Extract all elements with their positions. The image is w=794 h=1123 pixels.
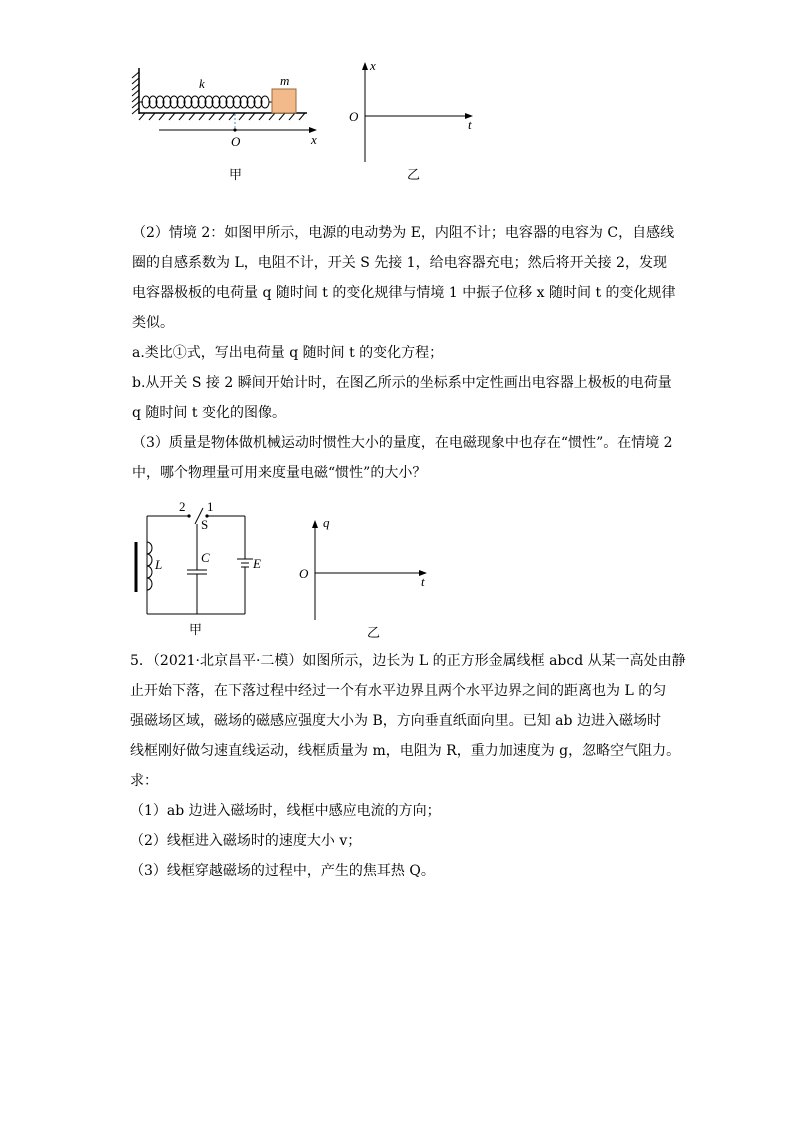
text-line: 圈的自感系数为 L，电阻不计，开关 S 先接 1，给电容器充电；然后将开关接 2，发现 — [132, 255, 667, 271]
spring-oscillator-figure — [125, 58, 505, 188]
text-line: 强磁场区域，磁场的磁感应强度大小为 B，方向垂直纸面向里。已知 ab 边进入磁场时 — [130, 713, 661, 729]
text-line: 电容器极板的电荷量 q 随时间 t 的变化规律与情境 1 中振子位移 x 随时间 t 的变化规律 — [132, 285, 676, 301]
question-3-line: （3）质量是物体做机械运动时惯性大小的量度，在电磁现象中也存在“惯性”。在情境 2 — [132, 435, 673, 451]
figure-caption-jia: 甲 — [229, 168, 243, 183]
figure-caption-jia: 甲 — [189, 623, 203, 638]
sub-question-3: （3）线框穿越磁场的过程中，产生的焦耳热 Q。 — [130, 863, 435, 879]
sub-question-2: （2）线框进入磁场时的速度大小 v； — [130, 833, 362, 849]
text-line: 求： — [130, 773, 158, 789]
capacitor-label: C — [201, 550, 210, 565]
axis-origin-label: O — [299, 566, 309, 581]
x-axis-label: x — [311, 132, 317, 147]
switch-contact-1: 1 — [207, 499, 214, 514]
spring-label-k: k — [199, 76, 205, 91]
text-line: 类似。 — [132, 315, 174, 331]
axis-label-t: t — [468, 117, 472, 132]
figure-caption-yi: 乙 — [407, 168, 421, 183]
switch-label: S — [201, 517, 209, 532]
origin-label: O — [231, 134, 241, 149]
axis-label-t: t — [421, 574, 425, 589]
sub-question-b: b.从开关 S 接 2 瞬间开始计时，在图乙所示的坐标系中定性画出电容器上极板的电荷量 — [132, 375, 672, 391]
inductor-label: L — [155, 557, 163, 572]
text-line: 5．（2021·北京昌平·二模）如图所示，边长为 L 的正方形金属线框 abcd 从某一高处由静 — [130, 653, 686, 669]
emf-label: E — [253, 556, 261, 571]
mass-block — [272, 89, 296, 113]
question-2-text — [132, 218, 676, 488]
mass-label-m: m — [280, 73, 290, 88]
axis-label-q: q — [323, 515, 330, 530]
figure-caption-yi: 乙 — [367, 626, 381, 641]
lc-circuit-figure — [125, 496, 445, 644]
switch-contact-2: 2 — [179, 499, 186, 514]
axis-label-x: x — [370, 58, 376, 73]
sub-question-a: a.类比①式，写出电荷量 q 随时间 t 的变化方程； — [132, 345, 444, 361]
text-line: 止开始下落，在下落过程中经过一个有水平边界且两个水平边界之间的距离也为 L 的匀 — [130, 683, 667, 699]
axis-origin-label: O — [349, 109, 359, 124]
text-line: 中，哪个物理量可用来度量电磁“惯性”的大小？ — [132, 465, 427, 481]
text-line: q 随时间 t 变化的图像。 — [132, 405, 286, 421]
question-5-text — [130, 646, 686, 886]
spring-coil — [139, 96, 272, 108]
text-line: （2）情境 2：如图甲所示，电源的电动势为 E，内阻不计；电容器的电容为 C，自感线 — [132, 225, 675, 241]
text-line: 线框刚好做匀速直线运动，线框质量为 m，电阻为 R，重力加速度为 g，忽略空气阻力。 — [130, 743, 681, 759]
sub-question-1: （1）ab 边进入磁场时，线框中感应电流的方向； — [130, 803, 441, 819]
